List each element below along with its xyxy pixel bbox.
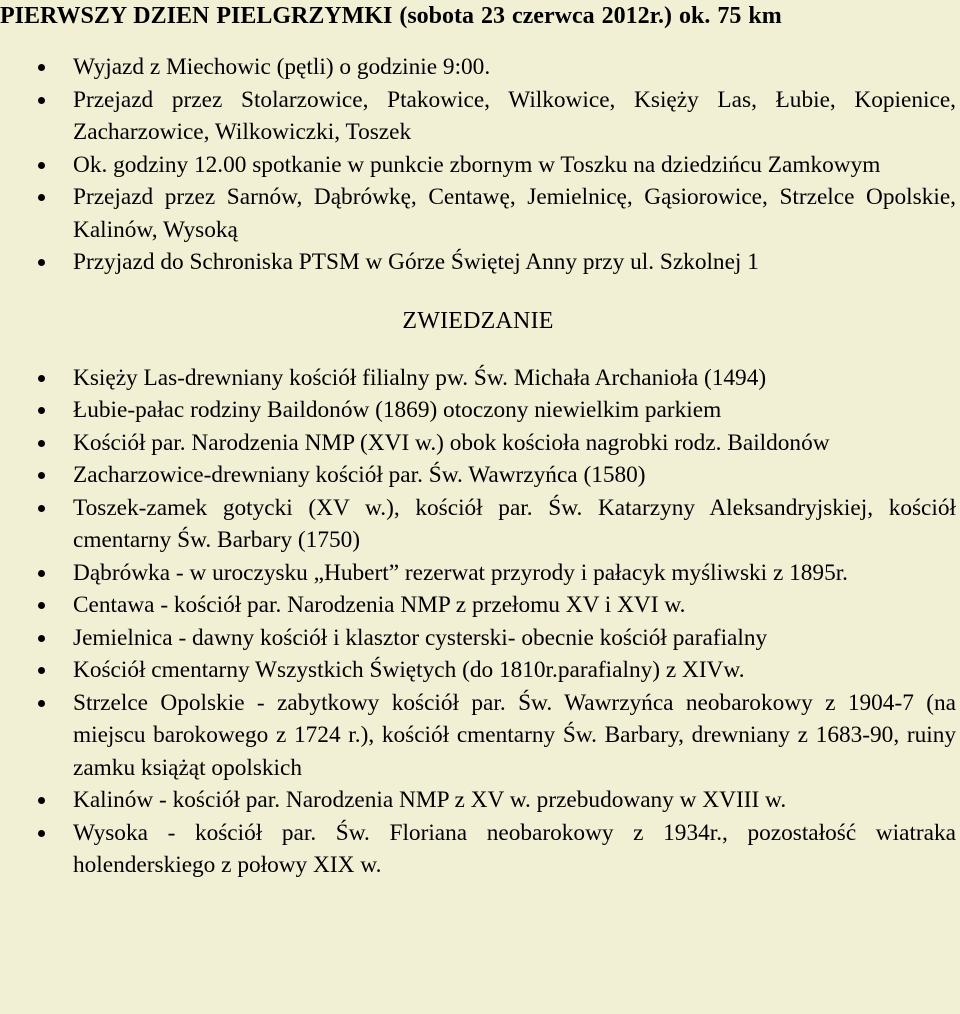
bullet-icon — [38, 64, 45, 71]
list-item-text: Jemielnica - dawny kościół i klasztor cysterski- obecnie kościół parafialny — [73, 624, 768, 651]
list-item — [0, 459, 956, 492]
list-item — [0, 687, 956, 785]
list-item-text: Kościół par. Narodzenia NMP (XVI w.) obok kościoła nagrobki rodz. Baildonów — [73, 429, 830, 456]
list-item — [0, 84, 956, 149]
list-item-text: Kalinów - kościół par. Narodzenia NMP z XV w. przebudowany w XVIII w. — [73, 787, 787, 813]
list-item — [0, 622, 956, 655]
bullet-icon — [38, 700, 45, 707]
bullet-icon — [38, 635, 45, 642]
sightseeing-list — [0, 362, 956, 882]
bullet-icon — [38, 259, 45, 266]
bullet-icon — [38, 440, 45, 447]
bullet-icon — [38, 797, 45, 804]
list-item — [0, 427, 956, 460]
bullet-icon — [38, 505, 45, 512]
bullet-icon — [38, 407, 45, 414]
list-item — [0, 394, 956, 427]
bullet-icon — [38, 570, 45, 577]
page-title: PIERWSZY DZIEN PIELGRZYMKI (sobota 23 czerwca 2012r.) ok. 75 km — [0, 3, 782, 29]
list-item-text: Centawa - kościół par. Narodzenia NMP z przełomu XV i XVI w. — [73, 592, 686, 618]
list-item — [0, 149, 956, 182]
list-item — [0, 51, 956, 84]
list-item-text: Wyjazd z Miechowic (pętli) o godzinie 9:00. — [73, 54, 491, 80]
list-item-text: Przyjazd do Schroniska PTSM w Górze Świętej Anny przy ul. Szkolnej 1 — [73, 249, 759, 275]
list-item — [0, 181, 956, 246]
list-item-text: Księży Las-drewniany kościół filialny pw. Św. Michała Archanioła (1494) — [73, 364, 767, 391]
bullet-icon — [38, 194, 45, 201]
list-item — [0, 589, 956, 622]
list-item — [0, 654, 956, 687]
list-item-text: Strzelce Opolskie - zabytkowy kościół par. Św. Wawrzyńca neobarokowy z 1904-7 (na miejscu barokowego z 1724 r.), kościół cmentarny Św. Barbary, drewniany z 1683-90, ruiny zamku książąt opolskich — [73, 689, 956, 781]
list-item-text: Przejazd przez Sarnów, Dąbrówkę, Centawę, Jemielnicę, Gąsiorowice, Strzelce Opolskie, Kalinów, Wysoką — [73, 184, 956, 243]
sightseeing-heading: ZWIEDZANIE — [402, 307, 554, 334]
bullet-icon — [38, 472, 45, 479]
list-item-text: Przejazd przez Stolarzowice, Ptakowice, Wilkowice, Księży Las, Łubie, Kopienice, Zacharzowice, Wilkowiczki, Toszek — [73, 86, 956, 145]
list-item — [0, 362, 956, 395]
list-item — [0, 246, 956, 279]
bullet-icon — [38, 97, 45, 104]
list-item — [0, 557, 956, 590]
list-item-text: Dąbrówka - w uroczysku „Hubert” rezerwat przyrody i pałacyk myśliwski z 1895r. — [73, 559, 849, 586]
itinerary-list — [0, 51, 956, 279]
list-item-text: Toszek-zamek gotycki (XV w.), kościół par. Św. Katarzyny Aleksandryjskiej, kościół cmentarny Św. Barbary (1750) — [73, 494, 956, 553]
list-item-text: Ok. godziny 12.00 spotkanie w punkcie zbornym w Toszku na dziedzińcu Zamkowym — [73, 151, 881, 178]
list-item-text: Kościół cmentarny Wszystkich Świętych (do 1810r.parafialny) z XIVw. — [73, 657, 745, 683]
bullet-icon — [38, 162, 45, 169]
bullet-icon — [38, 667, 45, 674]
bullet-icon — [38, 830, 45, 837]
list-item — [0, 817, 956, 882]
bullet-icon — [38, 375, 45, 382]
list-item-text: Łubie-pałac rodziny Baildonów (1869) otoczony niewielkim parkiem — [73, 397, 722, 423]
list-item-text: Wysoka - kościół par. Św. Floriana neobarokowy z 1934r., pozostałość wiatraka holenderskiego z połowy XIX w. — [73, 819, 956, 878]
list-item-text: Zacharzowice-drewniany kościół par. Św. Wawrzyńca (1580) — [73, 462, 646, 488]
bullet-icon — [38, 602, 45, 609]
list-item — [0, 492, 956, 557]
list-item — [0, 784, 956, 817]
